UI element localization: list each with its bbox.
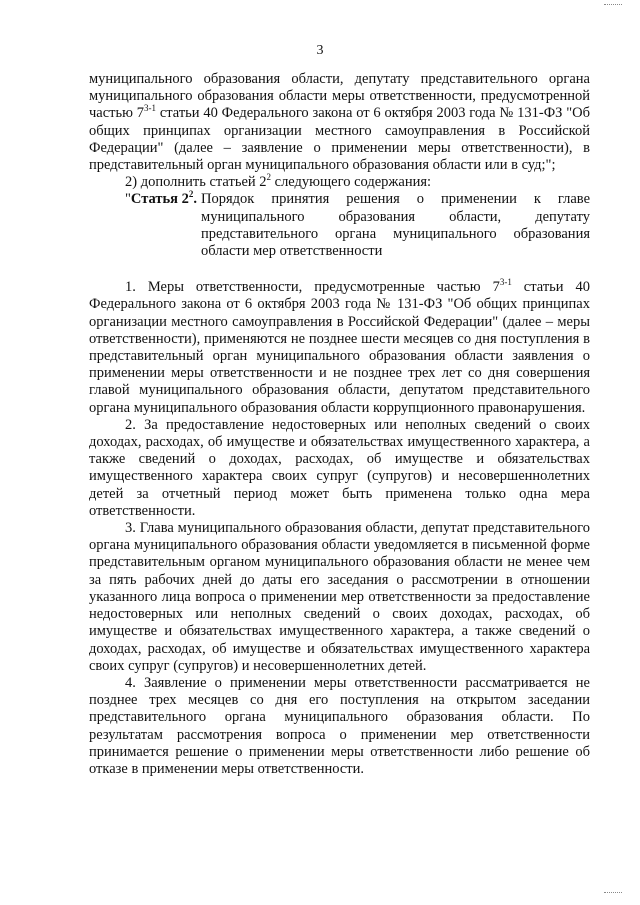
article-number — [131, 191, 197, 207]
article-number-superscript: 2 — [188, 189, 194, 200]
paragraph-4: 4. Заявление о применении меры ответственности рассматривается не позднее трех месяцев со дня его поступления на открытом заседании представительного органа муниципального образования области. По результатам рассмотрения вопроса о применении мер ответственности принимается решение о применении меры ответственности либо решение об отказе в применении меры ответственности. — [89, 674, 590, 777]
paragraph-1-text: 1. Меры ответственности, предусмотренные частью 7 — [125, 279, 500, 296]
paragraph-1-superscript: 3-1 — [499, 277, 512, 288]
intro-text-part: муниципального образования области, депутату представительного органа муниципального образования области меры ответственности, предусмотренной частью 7 — [89, 71, 590, 122]
item-2-superscript: 2 — [266, 172, 272, 183]
scan-mark-top — [604, 4, 622, 11]
spacer — [89, 260, 590, 279]
intro-superscript: 3-1 — [144, 103, 157, 114]
article-number-text: Статья 2 — [130, 191, 189, 208]
article-title: Порядок принятия решения о применении к главе муниципального образования области, депутату представительного органа муниципального образования области мер ответственности — [201, 191, 590, 260]
paragraph-1-text: статьи 40 Федерального закона от 6 октября 2003 года № 131-ФЗ "Об общих принципах организации местного самоуправления в Российской Федерации" (далее – меры ответственности), применяются не позднее шести месяцев со дня поступления в представительный орган муниципального образования области заявления о применении меры ответственности и не позднее трех лет со дня совершения главой муниципального образования области, депутатом представительного органа муниципального образования области коррупционного правонарушения. — [89, 279, 590, 416]
scan-mark-bottom — [604, 892, 622, 899]
paragraph-3: 3. Глава муниципального образования области, депутат представительного органа муниципального образования области уведомляется в письменной форме представительным органом муниципального образования области не менее чем за пять рабочих дней до даты его заседания о рассмотрении в отношении указанного лица вопроса о применении мер ответственности за предоставление недостоверных или неполных сведений о своих доходах, расходах, об имуществе и обязательствах имущественного характера, а также сведений о доходах, расходах, об имуществе и обязательствах имущественного характера своих супруг (супругов) и несовершеннолетних детей. — [89, 520, 590, 674]
item-2-text: 2) дополнить статьей 2 — [125, 174, 267, 191]
intro-text-part: статьи 40 Федерального закона от 6 октября 2003 года № 131-ФЗ "Об общих принципах организации местного самоуправления в Российской Федерации" (далее – заявление о применении меры ответственности), в представительный орган муниципального образования области или в суд;"; — [89, 105, 591, 174]
item-2 — [89, 174, 590, 191]
intro-continuation — [89, 71, 590, 174]
page-number: 3 — [316, 43, 324, 58]
article-heading — [89, 191, 590, 260]
paragraph-2: 2. За предоставление недостоверных или неполных сведений о своих доходах, расходах, об имуществе и обязательствах имущественного характера, а также сведений о доходах, расходах, об имуществе и обязательствах имущественного характера своих супруг (супругов) и несовершеннолетних детей за отчетный период может быть применена только одна мера ответственности. — [89, 416, 590, 519]
article-quote: " — [125, 191, 131, 208]
document-body — [89, 71, 590, 778]
item-2-text: следующего содержания: — [271, 174, 432, 191]
article-label — [89, 191, 197, 260]
paragraph-1 — [89, 279, 590, 417]
article-number-dot: . — [193, 191, 198, 208]
